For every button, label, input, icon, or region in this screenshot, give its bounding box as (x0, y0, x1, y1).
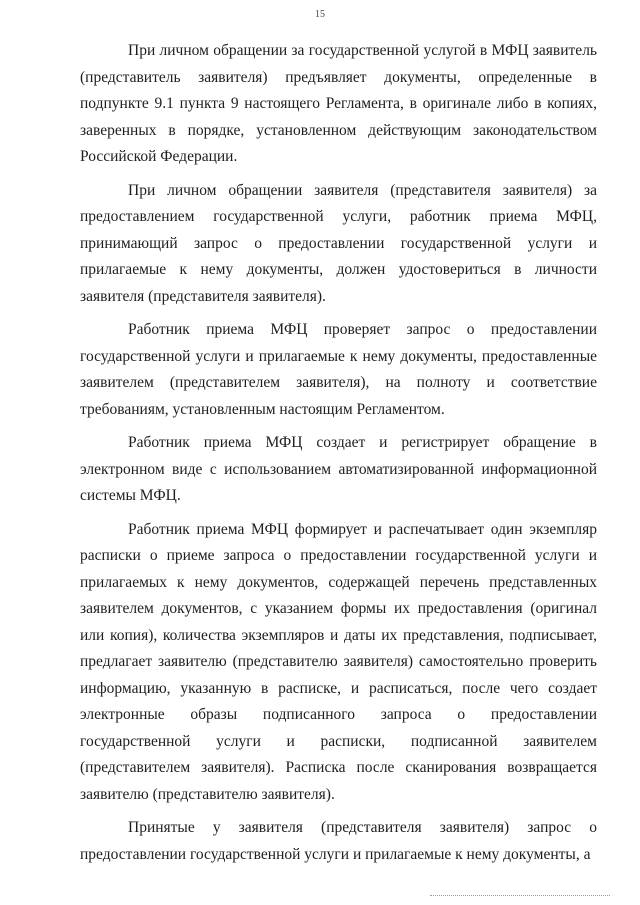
paragraph-identity-verification: При личном обращении заявителя (представителя заявителя) за предоставлением государственной услуги, работник приема МФЦ, принимающий запрос о предоставлении государственной услуги и прилагаемые к нему документы, должен удостовериться в личности заявителя (представителя заявителя). (80, 181, 597, 305)
document-body (80, 38, 597, 868)
paragraph-electronic-registration: Работник приема МФЦ создает и регистрирует обращение в электронном виде с использованием автоматизированной информационной системы МФЦ. (80, 434, 597, 504)
paragraph-personal-visit-documents: При личном обращении за государственной услугой в МФЦ заявитель (представитель заявителя) предъявляет документы, определенные в подпункте 9.1 пункта 9 настоящего Регламента, в оригинале либо в копиях, заверенных в порядке, установленном действующим законодательством Российской Федерации. (80, 42, 597, 165)
paragraph-request-check: Работник приема МФЦ проверяет запрос о предоставлении государственной услуги и прилагаемые к нему документы, предоставленные заявителем (представителем заявителя), на полноту и соответствие требованиям, установленным настоящим Регламентом. (80, 321, 597, 418)
paragraph-receipt-issuance: Работник приема МФЦ формирует и распечатывает один экземпляр расписки о приеме запроса о предоставлении государственной услуги и прилагаемых к нему документов, содержащей перечень представленных заявителем документов, с указанием формы их предоставления (оригинал или копия), количества экземпляров и даты их представления, подписывает, предлагает заявителю (представителю заявителя) самостоятельно проверить информацию, указанную в расписке, и расписаться, после чего создает электронные образы подписанного запроса о предоставлении государственной услуги и расписки, подписанной заявителем (представителем заявителя). Расписка после сканирования возвращается заявителю (представителю заявителя). (80, 520, 597, 803)
page-number: 15 (315, 9, 325, 20)
footer-scan-rule (430, 895, 610, 896)
paragraph-accepted-documents: Принятые у заявителя (представителя заявителя) запрос о предоставлении государственной услуги и прилагаемые к нему документы, а (80, 819, 597, 863)
